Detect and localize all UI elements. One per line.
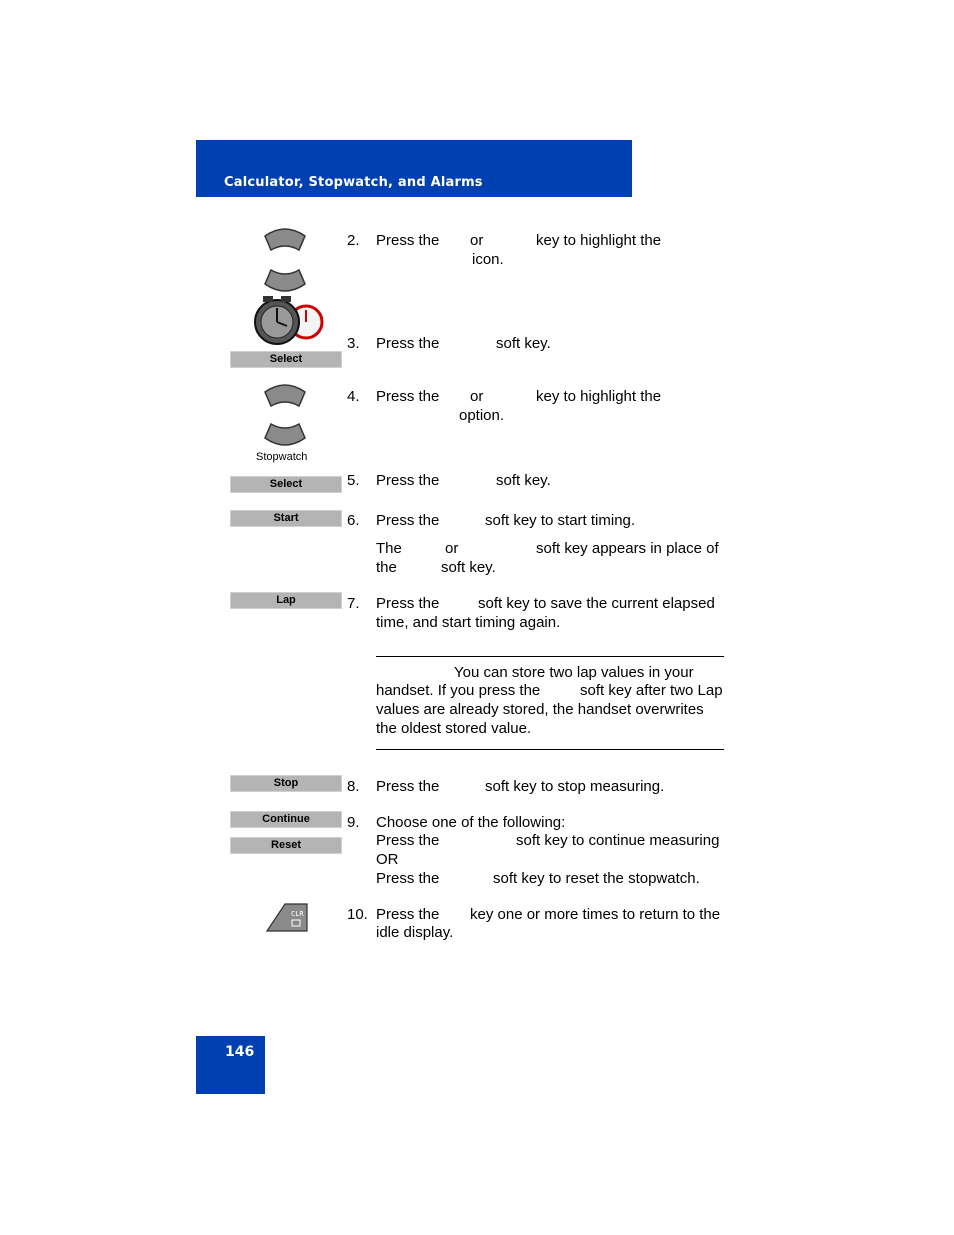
clr-key-label: CLR (291, 910, 304, 918)
stop-softkey[interactable]: Stop (230, 775, 342, 792)
step-text: Press the (376, 778, 440, 795)
section-title: Calculator, Stopwatch, and Alarms (224, 175, 483, 190)
step-text: icon. (472, 251, 504, 268)
step-text: Press the (376, 870, 440, 887)
reset-softkey[interactable]: Reset (230, 837, 342, 854)
step-number: 5. (347, 472, 360, 489)
step-number: 8. (347, 778, 360, 795)
step-text: idle display. (376, 924, 454, 941)
note-text: values are already stored, the handset overwrites (376, 701, 704, 718)
step-text: or (445, 540, 459, 557)
note-divider-top (376, 656, 724, 657)
step-text: soft key to continue measuring (516, 832, 720, 849)
step-number: 10. (347, 906, 368, 923)
step-text: soft key appears in place of (536, 540, 719, 557)
step-text: Press the (376, 832, 440, 849)
step-number: 2. (347, 232, 360, 249)
step-number: 6. (347, 512, 360, 529)
step-text: Press the (376, 388, 440, 405)
note-text: You can store two lap values in your (454, 664, 694, 681)
step-text: Press the (376, 512, 440, 529)
step-number: 7. (347, 595, 360, 612)
note-text: handset. If you press the (376, 682, 541, 699)
step-text: soft key. (496, 335, 551, 352)
select-softkey[interactable]: Select (230, 476, 342, 493)
step-text: key one or more times to return to the (470, 906, 721, 923)
step-number: 4. (347, 388, 360, 405)
step-text: or (470, 232, 484, 249)
step-text: time, and start timing again. (376, 614, 561, 631)
nav-up-key-icon (263, 382, 307, 410)
step-text: option. (459, 407, 505, 424)
select-softkey[interactable]: Select (230, 351, 342, 368)
lap-softkey[interactable]: Lap (230, 592, 342, 609)
step-text: soft key to save the current elapsed (478, 595, 715, 612)
step-text: The (376, 540, 402, 557)
page-number-box (196, 1036, 265, 1094)
step-text: Press the (376, 595, 440, 612)
step-text: Press the (376, 472, 440, 489)
clr-key-icon (265, 902, 309, 932)
stopwatch-alarm-icon (251, 296, 325, 346)
note-text: soft key after two Lap (580, 682, 723, 699)
step-text: OR (376, 851, 399, 868)
page-number: 146 (225, 1044, 255, 1060)
note-divider-bottom (376, 749, 724, 750)
note-text: the oldest stored value. (376, 720, 532, 737)
step-number: 9. (347, 814, 360, 831)
step-text: Press the (376, 906, 440, 923)
step-text: Press the (376, 335, 440, 352)
step-text: Press the (376, 232, 440, 249)
start-softkey[interactable]: Start (230, 510, 342, 527)
step-text: soft key to reset the stopwatch. (493, 870, 700, 887)
stopwatch-caption: Stopwatch (256, 451, 308, 463)
continue-softkey[interactable]: Continue (230, 811, 342, 828)
step-text: soft key. (441, 559, 496, 576)
step-text: soft key to stop measuring. (485, 778, 665, 795)
nav-up-key-icon (263, 226, 307, 254)
step-text: Choose one of the following: (376, 814, 566, 831)
step-number: 3. (347, 335, 360, 352)
header-bar (196, 140, 632, 197)
step-text: soft key. (496, 472, 551, 489)
step-text: the (376, 559, 397, 576)
step-text: soft key to start timing. (485, 512, 636, 529)
nav-down-key-icon (263, 266, 307, 294)
step-text: or (470, 388, 484, 405)
nav-down-key-icon (263, 420, 307, 448)
step-text: key to highlight the (536, 388, 662, 405)
step-text: key to highlight the (536, 232, 662, 249)
